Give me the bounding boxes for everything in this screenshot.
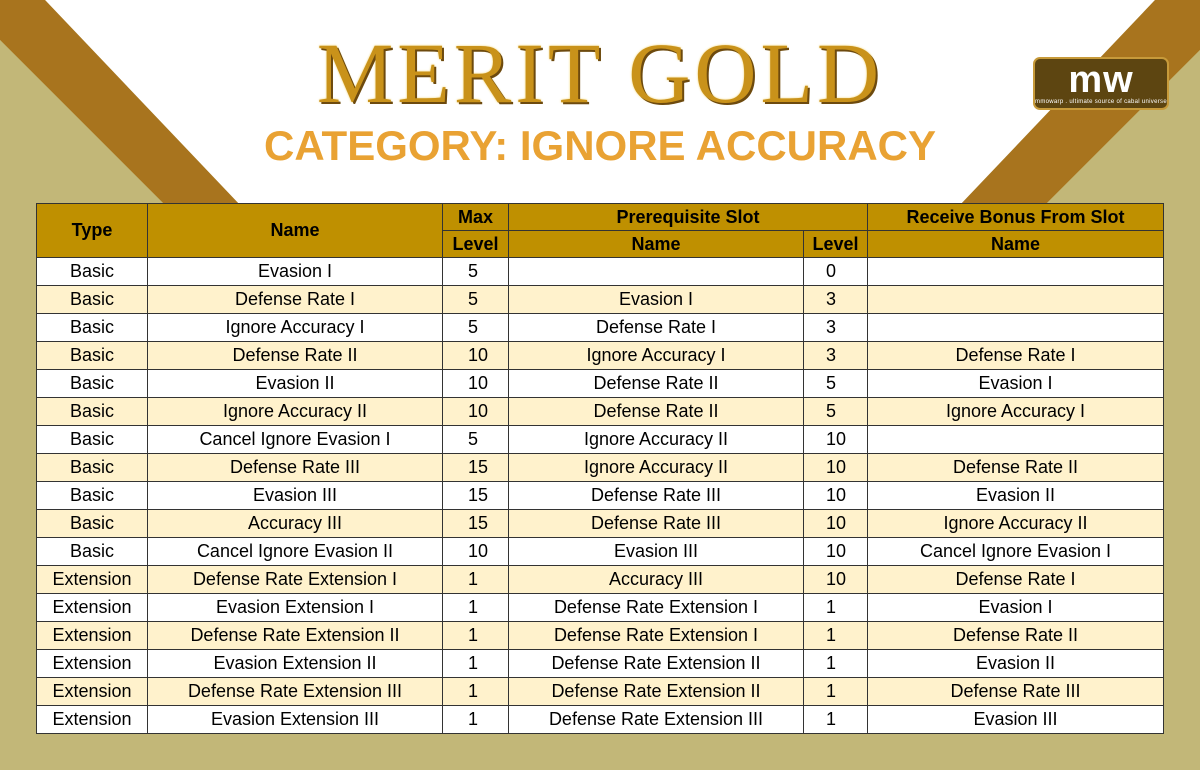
- cell-name: Defense Rate III: [148, 454, 443, 482]
- cell-prereq-level: 1: [804, 622, 868, 650]
- table-row: [37, 370, 1164, 398]
- cell-name: Evasion Extension III: [148, 706, 443, 734]
- cell-bonus-name: [868, 258, 1164, 286]
- cell-prereq-level: 3: [804, 286, 868, 314]
- cell-bonus-name: Ignore Accuracy I: [868, 398, 1164, 426]
- cell-max-level: 1: [443, 706, 509, 734]
- cell-name: Cancel Ignore Evasion II: [148, 538, 443, 566]
- cell-type: Extension: [37, 566, 148, 594]
- header-max-bottom: Level: [443, 231, 509, 258]
- header-prerequisite-slot: Prerequisite Slot: [509, 204, 868, 231]
- cell-prereq-name: Ignore Accuracy I: [509, 342, 804, 370]
- cell-name: Accuracy III: [148, 510, 443, 538]
- cell-prereq-level: 10: [804, 426, 868, 454]
- cell-type: Basic: [37, 258, 148, 286]
- cell-max-level: 1: [443, 650, 509, 678]
- header-bonus-name: Name: [868, 231, 1164, 258]
- cell-prereq-name: Defense Rate Extension II: [509, 650, 804, 678]
- cell-bonus-name: Cancel Ignore Evasion I: [868, 538, 1164, 566]
- cell-name: Defense Rate Extension III: [148, 678, 443, 706]
- cell-name: Evasion II: [148, 370, 443, 398]
- mw-logo: [1033, 57, 1169, 110]
- table-body: [37, 258, 1164, 734]
- table-row: [37, 398, 1164, 426]
- cell-type: Basic: [37, 510, 148, 538]
- cell-bonus-name: Evasion I: [868, 370, 1164, 398]
- table-row: [37, 678, 1164, 706]
- table-row: [37, 650, 1164, 678]
- cell-max-level: 10: [443, 370, 509, 398]
- cell-prereq-level: 1: [804, 650, 868, 678]
- cell-type: Basic: [37, 426, 148, 454]
- cell-bonus-name: Evasion II: [868, 482, 1164, 510]
- cell-prereq-name: Accuracy III: [509, 566, 804, 594]
- cell-type: Basic: [37, 398, 148, 426]
- cell-max-level: 5: [443, 426, 509, 454]
- cell-type: Basic: [37, 370, 148, 398]
- cell-prereq-name: Defense Rate Extension III: [509, 706, 804, 734]
- cell-prereq-name: Defense Rate Extension II: [509, 678, 804, 706]
- cell-max-level: 1: [443, 678, 509, 706]
- cell-prereq-name: Defense Rate II: [509, 370, 804, 398]
- cell-prereq-level: 5: [804, 370, 868, 398]
- table-row: [37, 622, 1164, 650]
- table-row: [37, 258, 1164, 286]
- cell-prereq-level: 1: [804, 706, 868, 734]
- table-row: [37, 342, 1164, 370]
- cell-bonus-name: Defense Rate II: [868, 454, 1164, 482]
- header-type: Type: [37, 204, 148, 258]
- cell-name: Defense Rate II: [148, 342, 443, 370]
- cell-type: Basic: [37, 286, 148, 314]
- cell-type: Basic: [37, 454, 148, 482]
- cell-prereq-name: Defense Rate Extension I: [509, 622, 804, 650]
- cell-prereq-name: Evasion III: [509, 538, 804, 566]
- cell-max-level: 15: [443, 482, 509, 510]
- cell-type: Basic: [37, 314, 148, 342]
- logo-mark: mw: [1068, 59, 1134, 101]
- cell-prereq-name: Ignore Accuracy II: [509, 454, 804, 482]
- table-row: [37, 538, 1164, 566]
- table-row: [37, 426, 1164, 454]
- cell-prereq-name: Defense Rate II: [509, 398, 804, 426]
- cell-type: Basic: [37, 538, 148, 566]
- cell-prereq-level: 10: [804, 454, 868, 482]
- cell-prereq-level: 10: [804, 538, 868, 566]
- cell-prereq-name: Defense Rate I: [509, 314, 804, 342]
- cell-name: Defense Rate Extension I: [148, 566, 443, 594]
- cell-max-level: 15: [443, 510, 509, 538]
- cell-prereq-level: 10: [804, 566, 868, 594]
- merit-table: [36, 203, 1164, 734]
- cell-name: Evasion III: [148, 482, 443, 510]
- header-prereq-name: Name: [509, 231, 804, 258]
- cell-type: Basic: [37, 342, 148, 370]
- cell-prereq-level: 10: [804, 482, 868, 510]
- table-row: [37, 594, 1164, 622]
- cell-prereq-level: 1: [804, 594, 868, 622]
- table-row: [37, 510, 1164, 538]
- header-name: Name: [148, 204, 443, 258]
- cell-bonus-name: [868, 314, 1164, 342]
- cell-prereq-name: Defense Rate III: [509, 482, 804, 510]
- cell-max-level: 1: [443, 566, 509, 594]
- cell-max-level: 10: [443, 398, 509, 426]
- cell-prereq-level: 1: [804, 678, 868, 706]
- cell-bonus-name: Evasion III: [868, 706, 1164, 734]
- cell-prereq-level: 0: [804, 258, 868, 286]
- header-prereq-level: Level: [804, 231, 868, 258]
- cell-prereq-name: Evasion I: [509, 286, 804, 314]
- header-row-top: [37, 204, 1164, 231]
- table-row: [37, 566, 1164, 594]
- cell-type: Extension: [37, 622, 148, 650]
- page-title: MERIT GOLD: [316, 25, 884, 121]
- cell-type: Basic: [37, 482, 148, 510]
- cell-prereq-name: Defense Rate Extension I: [509, 594, 804, 622]
- cell-bonus-name: Evasion II: [868, 650, 1164, 678]
- cell-name: Cancel Ignore Evasion I: [148, 426, 443, 454]
- cell-max-level: 1: [443, 622, 509, 650]
- cell-prereq-level: 5: [804, 398, 868, 426]
- cell-bonus-name: Defense Rate II: [868, 622, 1164, 650]
- cell-type: Extension: [37, 706, 148, 734]
- cell-name: Ignore Accuracy I: [148, 314, 443, 342]
- cell-bonus-name: Defense Rate III: [868, 678, 1164, 706]
- table-row: [37, 706, 1164, 734]
- cell-prereq-name: [509, 258, 804, 286]
- cell-prereq-level: 3: [804, 342, 868, 370]
- cell-bonus-name: Defense Rate I: [868, 342, 1164, 370]
- cell-name: Evasion Extension I: [148, 594, 443, 622]
- cell-type: Extension: [37, 678, 148, 706]
- cell-name: Defense Rate Extension II: [148, 622, 443, 650]
- table-row: [37, 482, 1164, 510]
- cell-max-level: 1: [443, 594, 509, 622]
- cell-name: Evasion I: [148, 258, 443, 286]
- cell-bonus-name: Evasion I: [868, 594, 1164, 622]
- cell-prereq-name: Defense Rate III: [509, 510, 804, 538]
- cell-prereq-level: 10: [804, 510, 868, 538]
- header-max-top: Max: [443, 204, 509, 231]
- logo-tagline: mmowarp . ultimate source of cabal universe: [1035, 99, 1167, 105]
- header-receive-bonus: Receive Bonus From Slot: [868, 204, 1164, 231]
- cell-name: Defense Rate I: [148, 286, 443, 314]
- cell-max-level: 5: [443, 314, 509, 342]
- table-row: [37, 286, 1164, 314]
- table-row: [37, 454, 1164, 482]
- cell-max-level: 5: [443, 258, 509, 286]
- cell-bonus-name: [868, 426, 1164, 454]
- cell-bonus-name: [868, 286, 1164, 314]
- cell-max-level: 10: [443, 342, 509, 370]
- cell-max-level: 10: [443, 538, 509, 566]
- cell-bonus-name: Ignore Accuracy II: [868, 510, 1164, 538]
- cell-bonus-name: Defense Rate I: [868, 566, 1164, 594]
- cell-max-level: 15: [443, 454, 509, 482]
- cell-max-level: 5: [443, 286, 509, 314]
- cell-type: Extension: [37, 594, 148, 622]
- page-subtitle: CATEGORY: IGNORE ACCURACY: [264, 122, 936, 169]
- cell-type: Extension: [37, 650, 148, 678]
- cell-name: Evasion Extension II: [148, 650, 443, 678]
- cell-prereq-level: 3: [804, 314, 868, 342]
- cell-name: Ignore Accuracy II: [148, 398, 443, 426]
- table-row: [37, 314, 1164, 342]
- cell-prereq-name: Ignore Accuracy II: [509, 426, 804, 454]
